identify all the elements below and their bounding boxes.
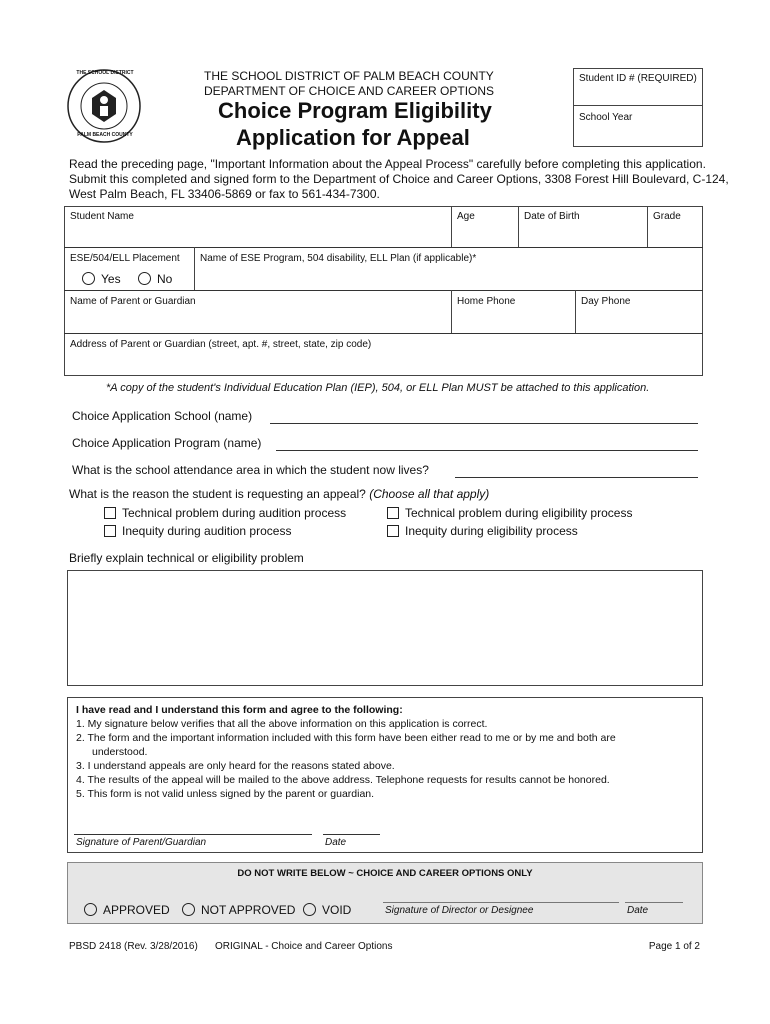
logo-text-bottom: PALM BEACH COUNTY xyxy=(77,132,133,138)
form-title-line1: Choice Program Eligibility xyxy=(218,98,492,123)
age-field[interactable]: Age xyxy=(457,211,475,222)
address-field[interactable]: Address of Parent or Guardian (street, apt. #, street, state, zip code) xyxy=(70,339,372,350)
department-name: DEPARTMENT OF CHOICE AND CAREER OPTIONS xyxy=(204,84,495,98)
day-phone-field[interactable]: Day Phone xyxy=(581,296,631,307)
no-label: No xyxy=(157,272,173,286)
parent-date-label: Date xyxy=(325,837,347,848)
checkbox-icon xyxy=(387,525,399,537)
grid-divider xyxy=(575,290,576,333)
student-id-label: Student ID # (REQUIRED) xyxy=(579,73,697,84)
director-date-label: Date xyxy=(627,905,649,916)
reason-eligibility-inequity[interactable] xyxy=(387,524,578,538)
approved-radio[interactable] xyxy=(84,903,170,917)
grid-rule xyxy=(64,333,703,334)
intro-line2: Submit this completed and signed form to the Department of Choice and Career Options, 3308 Forest Hill Boulevard, C-124, xyxy=(69,172,729,186)
explain-label: Briefly explain technical or eligibility problem xyxy=(69,551,304,565)
original-copy-note: ORIGINAL - Choice and Career Options xyxy=(215,941,393,952)
form-title-line2: Application for Appeal xyxy=(236,125,470,150)
school-label: Choice Application School (name) xyxy=(72,409,253,423)
dob-field[interactable]: Date of Birth xyxy=(524,211,580,222)
agreement-item5: 5. This form is not valid unless signed by the parent or guardian. xyxy=(76,788,375,800)
agreement-item2b: understood. xyxy=(92,746,148,758)
attendance-label: What is the school attendance area in which the student now lives? xyxy=(72,463,429,477)
reason-opt2-label: Technical problem during eligibility process xyxy=(405,506,633,520)
placement-label: ESE/504/ELL Placement xyxy=(70,253,180,264)
not-approved-radio[interactable] xyxy=(182,903,295,917)
logo-text-top: THE SCHOOL DISTRICT xyxy=(76,70,134,76)
school-input-line[interactable] xyxy=(270,423,698,424)
school-year-box[interactable] xyxy=(573,105,703,147)
approved-label: APPROVED xyxy=(103,903,170,917)
director-signature-line[interactable] xyxy=(383,902,619,903)
radio-circle-icon xyxy=(84,903,97,916)
director-date-line[interactable] xyxy=(625,902,683,903)
form-number: PBSD 2418 (Rev. 3/28/2016) xyxy=(69,941,198,952)
placement-no-radio[interactable] xyxy=(138,272,172,286)
program-name-field[interactable]: Name of ESE Program, 504 disability, ELL Plan (if applicable)* xyxy=(200,253,477,264)
reason-question xyxy=(69,487,489,501)
plan-attachment-note: *A copy of the student's Individual Education Plan (IEP), 504, or ELL Plan MUST be attached to this application. xyxy=(106,382,650,394)
director-signature-label: Signature of Director or Designee xyxy=(385,905,534,916)
agreement-item2a: 2. The form and the important information included with this form have been either read to me or by me and both are xyxy=(76,732,616,744)
intro-line3: West Palm Beach, FL 33406-5869 or fax to 561-434-7300. xyxy=(69,187,380,201)
district-name: THE SCHOOL DISTRICT OF PALM BEACH COUNTY xyxy=(204,69,494,83)
district-logo xyxy=(66,68,142,144)
reason-hint: (Choose all that apply) xyxy=(369,487,490,501)
grid-divider xyxy=(451,206,452,247)
reason-eligibility-technical[interactable] xyxy=(387,506,632,520)
void-radio[interactable] xyxy=(303,903,351,917)
reason-opt1-label: Technical problem during audition process xyxy=(122,506,347,520)
checkbox-icon xyxy=(387,507,399,519)
reason-audition-inequity[interactable] xyxy=(104,524,291,538)
page-number: Page 1 of 2 xyxy=(648,941,700,952)
agreement-item1: 1. My signature below verifies that all the above information on this application is correct. xyxy=(76,718,488,730)
grid-rule xyxy=(64,247,703,248)
checkbox-icon xyxy=(104,507,116,519)
school-year-label: School Year xyxy=(579,112,633,123)
grid-divider xyxy=(647,206,648,247)
student-id-box[interactable] xyxy=(573,68,703,106)
radio-circle-icon xyxy=(303,903,316,916)
not-approved-label: NOT APPROVED xyxy=(201,903,296,917)
reason-opt4-label: Inequity during eligibility process xyxy=(405,524,578,538)
radio-circle-icon xyxy=(182,903,195,916)
program-label: Choice Application Program (name) xyxy=(72,436,262,450)
placement-yes-radio[interactable] xyxy=(82,272,121,286)
grid-divider xyxy=(518,206,519,247)
explain-textarea[interactable] xyxy=(67,570,703,686)
parent-signature-label: Signature of Parent/Guardian xyxy=(76,837,207,848)
home-phone-field[interactable]: Home Phone xyxy=(457,296,516,307)
parent-name-field[interactable]: Name of Parent or Guardian xyxy=(70,296,196,307)
radio-circle-icon xyxy=(82,272,95,285)
grid-divider xyxy=(451,290,452,333)
program-input-line[interactable] xyxy=(276,450,698,451)
parent-date-line[interactable] xyxy=(323,834,380,835)
agreement-item3: 3. I understand appeals are only heard for the reasons stated above. xyxy=(76,760,395,772)
grid-rule xyxy=(64,290,703,291)
student-name-field[interactable]: Student Name xyxy=(70,211,134,222)
student-info-grid xyxy=(64,206,703,376)
office-use-heading: DO NOT WRITE BELOW ~ CHOICE AND CAREER OPTIONS ONLY xyxy=(237,868,533,879)
grade-field[interactable]: Grade xyxy=(653,211,681,222)
grid-divider xyxy=(194,247,195,290)
radio-circle-icon xyxy=(138,272,151,285)
reason-audition-technical[interactable] xyxy=(104,506,346,520)
void-label: VOID xyxy=(322,903,352,917)
checkbox-icon xyxy=(104,525,116,537)
agreement-heading: I have read and I understand this form and agree to the following: xyxy=(76,704,403,716)
intro-line1: Read the preceding page, "Important Information about the Appeal Process" carefully before completing this application. xyxy=(69,157,706,171)
parent-signature-line[interactable] xyxy=(74,834,312,835)
agreement-item4: 4. The results of the appeal will be mailed to the above address. Telephone requests for results cannot be honored. xyxy=(76,774,610,786)
attendance-input-line[interactable] xyxy=(455,477,698,478)
reason-question-text: What is the reason the student is requesting an appeal? xyxy=(69,487,366,501)
yes-label: Yes xyxy=(101,272,121,286)
reason-opt3-label: Inequity during audition process xyxy=(122,524,292,538)
